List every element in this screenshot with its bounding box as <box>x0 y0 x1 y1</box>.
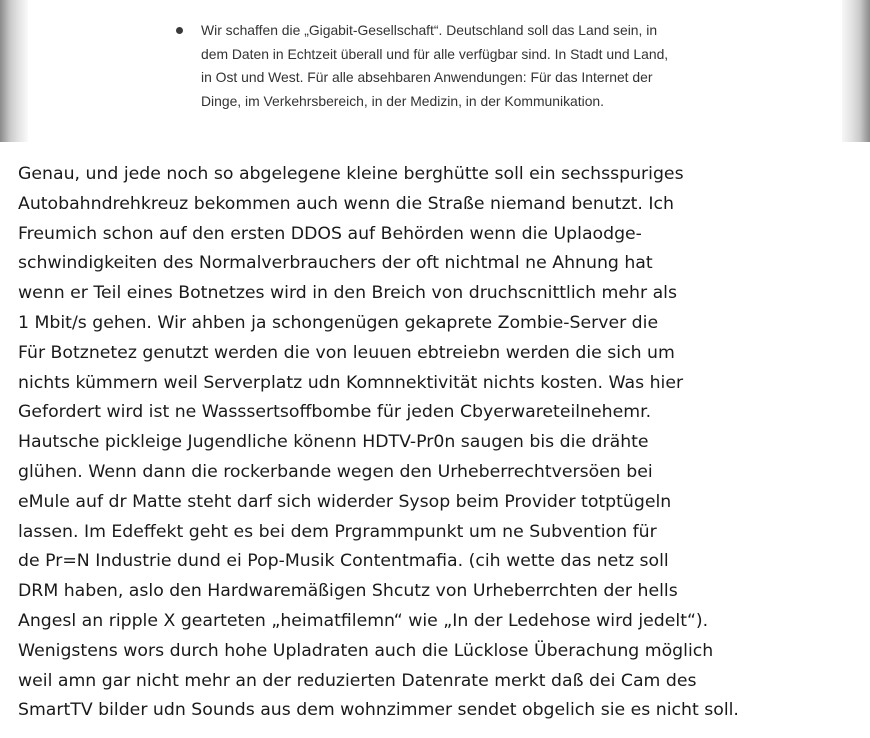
quote-text <box>201 19 841 113</box>
quote-line: Wir schaffen die „Gigabit-Gesellschaft“. Deutschland soll das Land sein, in <box>201 22 658 38</box>
comment-text <box>18 160 868 726</box>
comment-line: Angesl an ripple X gearteten „heimatfilemn“ wie „In der Ledehose wird jedelt“). <box>18 610 709 631</box>
comment-line: wenn er Teil eines Botnetzes wird in den Breich von druchscnittlich mehr als <box>18 283 677 304</box>
comment-line: nichts kümmern weil Serverplatz udn Komnnektivität nichts kosten. Was hier <box>18 372 684 393</box>
comment-line: Genau, und jede noch so abgelegene kleine berghütte soll ein sechsspuriges <box>18 164 684 184</box>
comment-line: glühen. Wenn dann die rockerbande wegen den Urheberrechtversöen bei <box>18 461 653 482</box>
quote-box <box>28 0 842 142</box>
comment-line: weil amn gar nicht mehr an der reduzierten Datenrate merkt daß dei Cam des <box>18 670 697 691</box>
comment-line: Für Botznetez genutzt werden die von leuuen ebtreiebn werden die sich um <box>18 342 675 363</box>
comment-line: Wenigstens wors durch hohe Upladraten auch die Lücklose Überachung möglich <box>18 640 714 661</box>
comment-line: DRM haben, aslo den Hardwaremäßigen Shcutz von Urheberrchten der hells <box>18 581 678 602</box>
comment-line: Autobahndrehkreuz bekommen auch wenn die Straße niemand benutzt. Ich <box>18 193 674 214</box>
comment-line: 1 Mbit/s gehen. Wir ahben ja schongenügen gekaprete Zombie-Server die <box>18 312 659 333</box>
comment-line: eMule auf dr Matte steht darf sich widerder Sysop beim Provider totptügeln <box>18 491 672 512</box>
comment-line: schwindigkeiten des Normalverbrauchers der oft nichtmal ne Ahnung hat <box>18 253 653 274</box>
bullet-icon <box>176 27 183 34</box>
comment-line: de Pr=N Industrie dund ei Pop-Musik Contentmafia. (cih wette das netz soll <box>18 551 669 572</box>
comment-line: lassen. Im Edeffekt geht es bei dem Prgrammpunkt um ne Subvention für <box>18 521 657 542</box>
comment-line: Gefordert wird ist ne Wasssertsoffbombe für jeden Cbyerwareteilnehemr. <box>18 402 652 423</box>
comment-line: SmartTV bilder udn Sounds aus dem wohnzimmer sendet obgelich sie es nicht soll. <box>18 700 739 721</box>
comment-line: Freumich schon auf den ersten DDOS auf Behörden wenn die Uplaodge- <box>18 223 642 244</box>
quote-line: in Ost und West. Für alle absehbaren Anwendungen: Für das Internet der <box>201 69 653 86</box>
quote-line: dem Daten in Echtzeit überall und für alle verfügbar sind. In Stadt und Land, <box>201 45 669 62</box>
comment-line: Hautsche pickleige Jugendliche könenn HDTV-Pr0n saugen bis die drähte <box>18 432 649 453</box>
quote-image-frame <box>0 0 870 142</box>
quote-line: Dinge, im Verkehrsbereich, in der Medizin, in der Kommunikation. <box>201 92 605 109</box>
